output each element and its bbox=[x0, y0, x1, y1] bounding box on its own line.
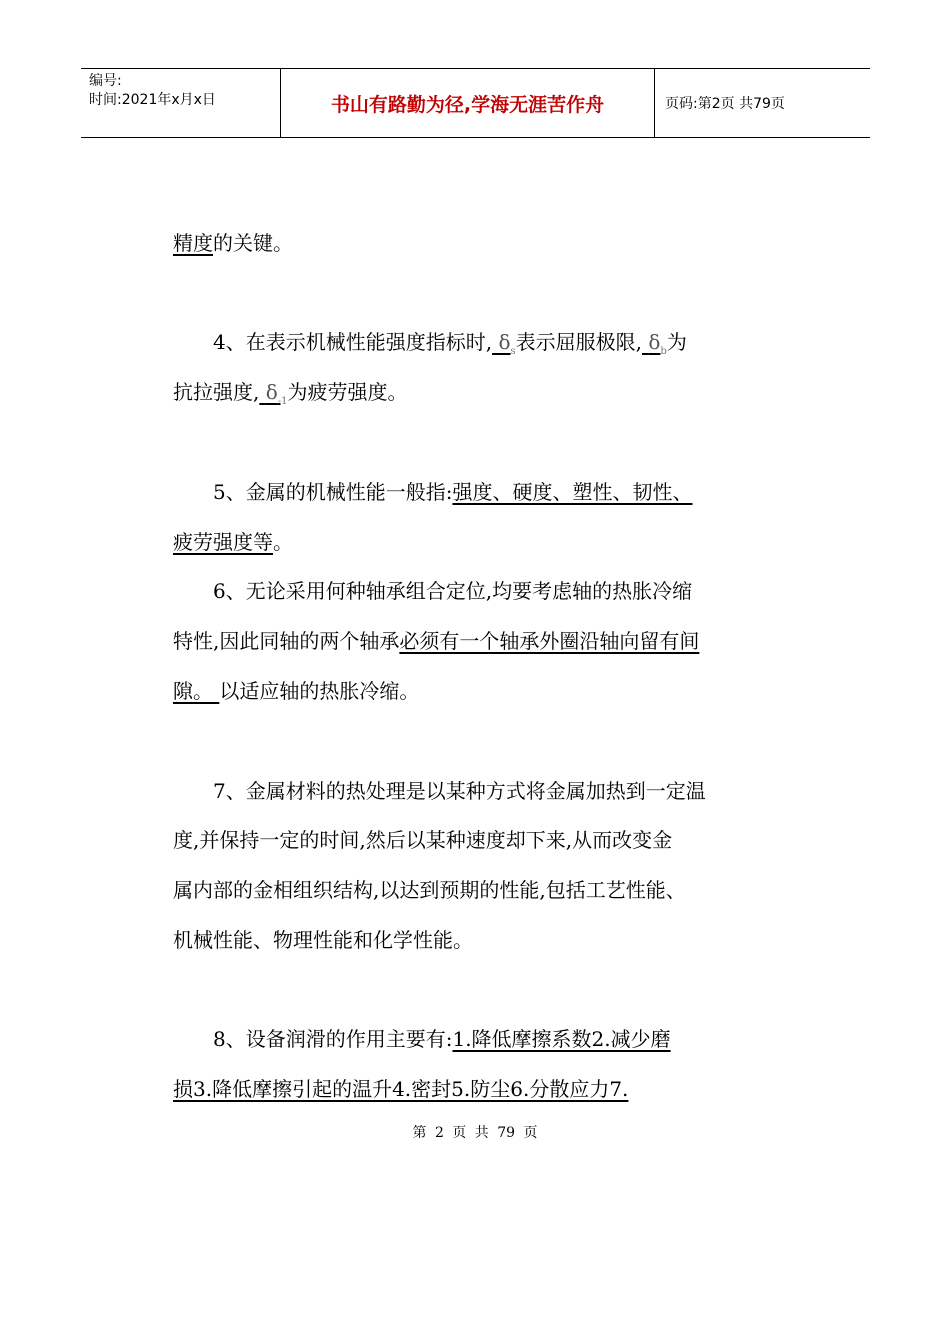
underlined-answer: 1.降低摩擦系数2.减少磨 bbox=[452, 1027, 671, 1051]
text-run: 属内部的金相组织结构,以达到预期的性能,包括工艺性能、 bbox=[173, 878, 686, 902]
paragraph-line bbox=[173, 577, 779, 605]
paragraph-line bbox=[173, 826, 779, 854]
paragraph-line bbox=[173, 1075, 779, 1103]
paragraph-line bbox=[173, 328, 779, 361]
time-label: 时间:2021年x月x日 bbox=[89, 92, 216, 108]
underlined-answer bbox=[259, 380, 288, 407]
text-run: 以适应轴的热胀冷缩。 bbox=[219, 679, 420, 703]
paragraph-line bbox=[173, 229, 779, 257]
underlined-answer: 精度 bbox=[173, 231, 213, 255]
paragraph-line bbox=[173, 627, 779, 655]
number-label: 编号: bbox=[89, 73, 122, 89]
text-run: 8、设备润滑的作用主要有: bbox=[213, 1027, 453, 1051]
paragraph-line bbox=[173, 378, 779, 411]
text-run: 4、在表示机械性能强度指标时, bbox=[213, 330, 493, 354]
subscript: b bbox=[660, 346, 667, 357]
paragraph-line bbox=[173, 777, 779, 805]
text-run: 5、金属的机械性能一般指: bbox=[213, 480, 453, 504]
header-page-info: 页码:第2页 共79页 bbox=[665, 96, 785, 112]
text-run: 的关键。 bbox=[213, 231, 293, 255]
underlined-answer bbox=[492, 330, 516, 357]
text-run: 抗拉强度, bbox=[173, 380, 260, 404]
text-run: 特性,因此同轴的两个轴承 bbox=[173, 629, 400, 653]
underlined-answer: 损3.降低摩擦引起的温升4.密封5.防尘6.分散应力7. bbox=[173, 1077, 629, 1101]
text-run: 表示屈服极限, bbox=[515, 330, 642, 354]
underlined-answer: 强度、硬度、塑性、韧性、 bbox=[452, 480, 693, 504]
paragraph-line bbox=[173, 926, 779, 954]
text-run: 6、无论采用何种轴承组合定位,均要考虑轴的热胀冷缩 bbox=[213, 579, 693, 603]
underlined-answer bbox=[642, 330, 667, 357]
paragraph-line bbox=[173, 528, 779, 556]
header-divider bbox=[654, 69, 655, 137]
delta-symbol: δ bbox=[265, 380, 278, 404]
paragraph-line bbox=[173, 677, 779, 705]
delta-symbol: δ bbox=[498, 330, 511, 354]
paragraph-line bbox=[173, 478, 779, 506]
text-run: 。 bbox=[273, 530, 293, 554]
underlined-answer: 隙。 bbox=[173, 679, 213, 703]
text-run: 度,并保持一定的时间,然后以某种速度却下来,从而改变金 bbox=[173, 828, 673, 852]
header-meta bbox=[89, 72, 216, 110]
text-run: 为 bbox=[666, 330, 687, 354]
text-run: 机械性能、物理性能和化学性能。 bbox=[173, 928, 473, 952]
header-motto: 书山有路勤为径,学海无涯苦作舟 bbox=[330, 93, 605, 116]
subscript: s bbox=[510, 346, 516, 357]
text-run: 7、金属材料的热处理是以某种方式将金属加热到一定温 bbox=[213, 779, 706, 803]
document-header bbox=[81, 68, 870, 138]
delta-symbol: δ bbox=[648, 330, 661, 354]
text-run: 为疲劳强度。 bbox=[287, 380, 408, 404]
subscript: -1 bbox=[277, 396, 288, 407]
paragraph-line bbox=[173, 1025, 779, 1053]
underlined-answer: 疲劳强度等 bbox=[173, 530, 273, 554]
underlined-answer: 必须有一个轴承外圈沿轴向留有间 bbox=[399, 629, 700, 653]
paragraph-line bbox=[173, 876, 779, 904]
page-footer: 第 2 页 共 79 页 bbox=[412, 1125, 538, 1141]
